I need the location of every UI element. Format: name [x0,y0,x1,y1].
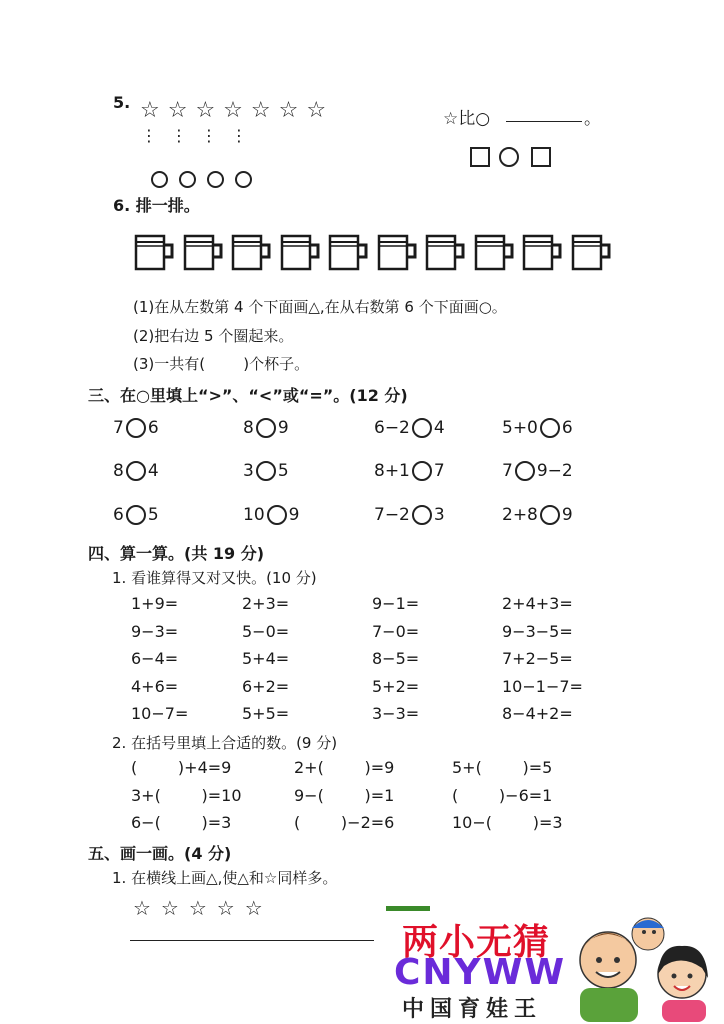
calc-problem[interactable]: 6+2= [242,676,290,696]
compare-left: 7 [113,418,124,438]
watermark-english: CNYWW [394,952,567,993]
compare-item [502,418,573,438]
cartoon-kids-illustration [566,908,716,1022]
compare-item [113,461,159,481]
compare-left: 8+1 [374,461,410,481]
dotted-link: ⋮ [141,126,157,145]
answer-circle[interactable] [256,418,276,438]
watermark-accent-bar [386,906,430,911]
watermark-subtitle: 中国育娃王 [402,997,543,1022]
dotted-link: ⋮ [171,126,187,145]
answer-circle[interactable] [256,461,276,481]
answer-circle[interactable] [126,505,146,525]
calc-problem[interactable]: 8−5= [372,649,420,668]
q5-answer-blank[interactable] [506,121,582,122]
section5-answer-line[interactable] [130,940,374,941]
compare-right: 7 [433,461,445,481]
cup-icon [425,233,467,271]
calc-problem[interactable]: 5−0= [242,621,290,641]
calc-problem[interactable]: 9−1= [372,594,420,613]
q6-item-2: (2)把右边 5 个圈起来。 [133,327,294,345]
cup-icon [183,233,225,271]
section4-sub2: 2. 在括号里填上合适的数。(9 分) [112,734,338,752]
cup-icon [280,233,322,271]
compare-item [374,418,445,438]
compare-right: 4 [433,418,445,438]
circle-shape [179,171,196,188]
calc-problem[interactable]: 7−0= [372,621,420,641]
q6-item-1: (1)在从左数第 4 个下面画△,在从右数第 6 个下面画○。 [133,298,507,316]
compare-item [374,461,445,481]
square-shape [531,147,551,167]
compare-right: 9 [561,505,573,525]
answer-circle[interactable] [412,461,432,481]
compare-right: 9 [288,505,300,525]
calc-problem[interactable]: 1+9= [131,594,179,613]
fill-problem[interactable]: 9−( )=1 [294,785,395,805]
compare-left: 7 [502,461,513,481]
fill-problem[interactable]: 10−( )=3 [452,813,563,832]
q5-compare-label: ☆比○ [443,109,491,129]
answer-circle[interactable] [412,505,432,525]
answer-circle[interactable] [267,505,287,525]
section5-title: 五、画一画。(4 分) [88,844,232,863]
compare-item [243,418,289,438]
fill-problem[interactable]: 3+( )=10 [131,785,242,805]
answer-circle[interactable] [540,418,560,438]
cup-icon [571,233,613,271]
answer-circle[interactable] [412,418,432,438]
q5-period: 。 [584,109,601,129]
calc-problem[interactable]: 9−3= [131,621,179,641]
answer-circle[interactable] [540,505,560,525]
compare-left: 5+0 [502,418,538,438]
circle-shape [499,147,519,167]
compare-right: 6 [147,418,159,438]
compare-item [502,461,573,481]
compare-item [243,505,299,525]
calc-problem[interactable]: 4+6= [131,676,179,696]
q6-title: 6. 排一排。 [113,196,200,215]
watermark-chinese: 两小无猜 [402,922,551,963]
compare-item [113,418,159,438]
calc-problem[interactable]: 5+4= [242,649,290,668]
calc-problem[interactable]: 6−4= [131,649,179,668]
compare-right: 6 [561,418,573,438]
calc-problem[interactable]: 8−4+2= [502,704,573,723]
compare-right: 5 [147,505,159,525]
compare-item [113,505,159,525]
compare-right: 9−2 [536,461,573,481]
cup-icon [231,233,273,271]
cup-icon [522,233,564,271]
answer-circle[interactable] [515,461,535,481]
q6-item-3: (3)一共有( )个杯子。 [133,355,310,373]
compare-left: 6 [113,505,124,525]
compare-left: 8 [113,461,124,481]
dotted-link: ⋮ [201,126,217,145]
cup-icon [474,233,516,271]
section3-title: 三、在○里填上“>”、“<”或“=”。(12 分) [88,386,408,405]
compare-right: 3 [433,505,445,525]
square-shape [470,147,490,167]
calc-problem[interactable]: 5+5= [242,704,290,723]
compare-left: 6−2 [374,418,410,438]
answer-circle[interactable] [126,418,146,438]
fill-problem[interactable]: 2+( )=9 [294,758,395,777]
calc-problem[interactable]: 10−1−7= [502,676,583,696]
circle-shape [151,171,168,188]
compare-left: 10 [243,505,265,525]
compare-right: 4 [147,461,159,481]
compare-left: 7−2 [374,505,410,525]
compare-item [374,505,445,525]
circle-shape [235,171,252,188]
calc-problem[interactable]: 2+3= [242,594,290,613]
fill-problem[interactable]: 6−( )=3 [131,813,232,832]
fill-problem[interactable]: ( )+4=9 [131,758,232,777]
dotted-link: ⋮ [231,126,247,145]
q5-number: 5. [113,93,131,112]
q5-circles-row [141,152,263,192]
calc-problem[interactable]: 9−3−5= [502,621,573,641]
calc-problem[interactable]: 10−7= [131,704,189,723]
calc-problem[interactable]: 2+4+3= [502,594,573,613]
calc-problem[interactable]: 7+2−5= [502,649,573,668]
section5-stars: ☆☆☆☆☆ [133,896,273,920]
compare-left: 8 [243,418,254,438]
fill-problem[interactable]: ( )−2=6 [294,813,395,832]
fill-problem[interactable]: 5+( )=5 [452,758,553,777]
section4-title: 四、算一算。(共 19 分) [88,544,265,563]
answer-circle[interactable] [126,461,146,481]
compare-left: 2+8 [502,505,538,525]
compare-item [243,461,289,481]
calc-problem[interactable]: 3−3= [372,704,420,723]
calc-problem[interactable]: 5+2= [372,676,420,696]
cup-icon [134,233,176,271]
compare-right: 9 [277,418,289,438]
section4-sub1: 1. 看谁算得又对又快。(10 分) [112,569,317,587]
circle-shape [207,171,224,188]
fill-problem[interactable]: ( )−6=1 [452,785,553,805]
cup-icon [377,233,419,271]
compare-right: 5 [277,461,289,481]
q5-stars-row: ☆☆☆☆☆☆☆ [140,98,335,123]
compare-left: 3 [243,461,254,481]
section5-sub1: 1. 在横线上画△,使△和☆同样多。 [112,869,338,887]
compare-item [502,505,573,525]
cup-icon [328,233,370,271]
